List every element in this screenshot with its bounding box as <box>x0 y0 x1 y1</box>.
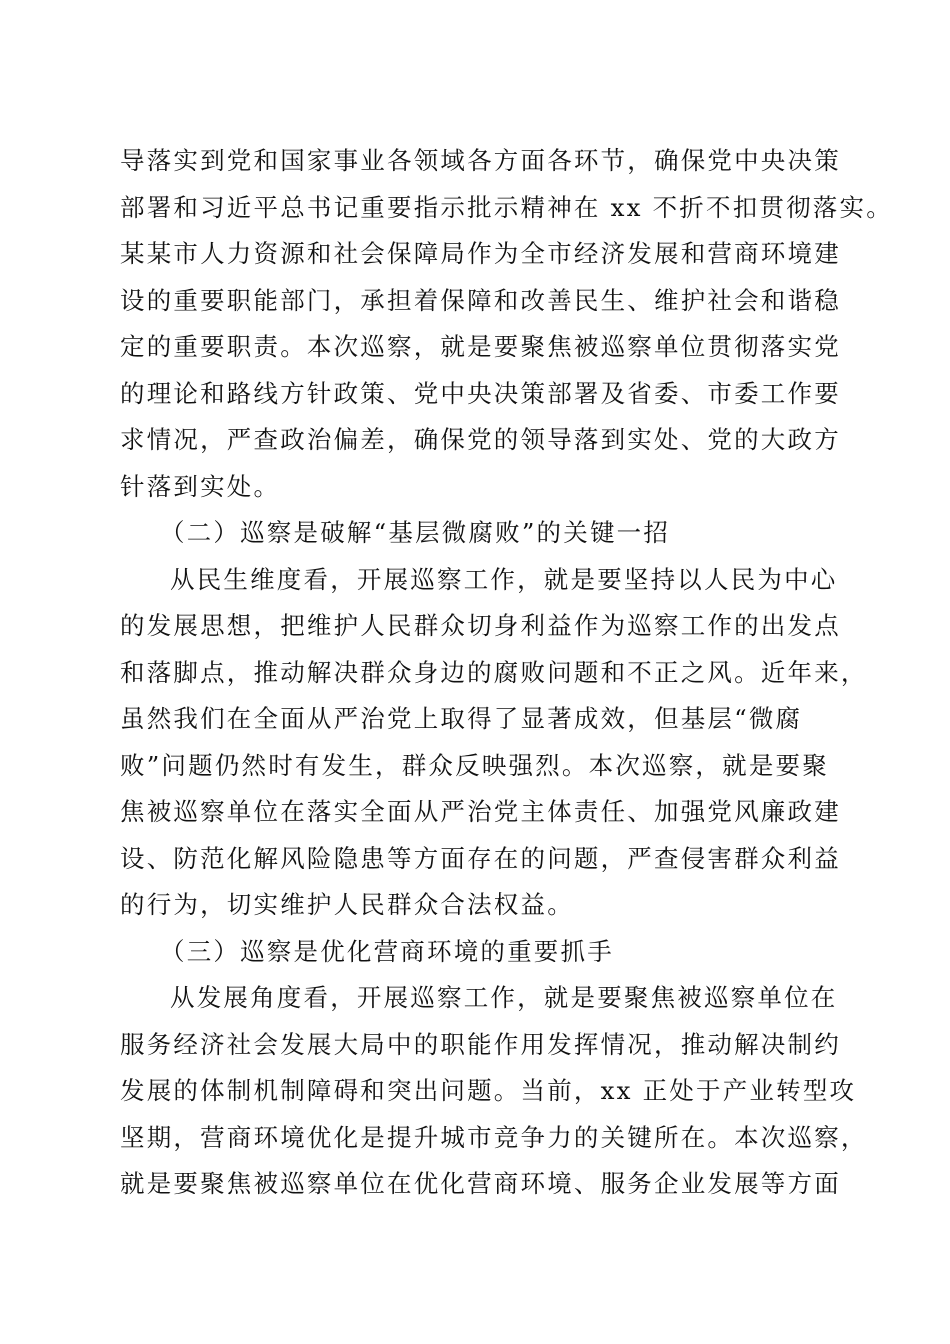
text-line: 的理论和路线方针政策、党中央决策部署及省委、市委工作要 <box>120 378 841 408</box>
text-line: 导落实到党和国家事业各领域各方面各环节，确保党中央决策 <box>120 146 841 175</box>
text-line: 和落脚点，推动解决群众身边的腐败问题和不正之风。近年来， <box>120 657 868 687</box>
text-line: 从民生维度看，开展巡察工作，就是要坚持以人民为中心 <box>170 564 838 594</box>
text-line: 焦被巡察单位在落实全面从严治党主体责任、加强党风廉政建 <box>120 797 841 826</box>
text-line: 设、防范化解风险隐患等方面存在的问题，严查侵害群众利益 <box>120 843 841 873</box>
text-line: 设的重要职能部门，承担着保障和改善民生、维护社会和谐稳 <box>120 285 841 315</box>
body-text <box>120 138 893 1208</box>
text-line: 虽然我们在全面从严治党上取得了显著成效，但基层“微腐 <box>120 704 803 733</box>
section-heading-2: （二）巡察是破解“基层微腐败”的关键一招 <box>160 518 671 547</box>
text-line: 服务经济社会发展大局中的职能作用发挥情况，推动解决制约 <box>120 1029 841 1059</box>
text-line: 从发展角度看，开展巡察工作，就是要聚焦被巡察单位在 <box>170 983 838 1012</box>
text-line: 的行为，切实维护人民群众合法权益。 <box>120 890 574 919</box>
text-line: 某某市人力资源和社会保障局作为全市经济发展和营商环境建 <box>120 239 841 268</box>
text-line: 定的重要职责。本次巡察，就是要聚焦被巡察单位贯彻落实党 <box>120 332 841 361</box>
text-line: 部署和习近平总书记重要指示批示精神在 xx 不折不扣贯彻落实。 <box>120 192 893 222</box>
text-line: 针落到实处。 <box>120 471 281 501</box>
text-line: 发展的体制机制障碍和突出问题。当前，xx 正处于产业转型攻 <box>120 1076 857 1105</box>
text-line: 败”问题仍然时有发生，群众反映强烈。本次巡察，就是要聚 <box>120 750 829 780</box>
text-line: 求情况，严查政治偏差，确保党的领导落到实处、党的大政方 <box>120 425 841 454</box>
text-line: 就是要聚焦被巡察单位在优化营商环境、服务企业发展等方面 <box>120 1169 841 1198</box>
text-line: 的发展思想，把维护人民群众切身利益作为巡察工作的出发点 <box>120 611 841 640</box>
section-heading-3: （三）巡察是优化营商环境的重要抓手 <box>160 936 614 966</box>
text-line: 坚期，营商环境优化是提升城市竞争力的关键所在。本次巡察， <box>120 1122 868 1152</box>
